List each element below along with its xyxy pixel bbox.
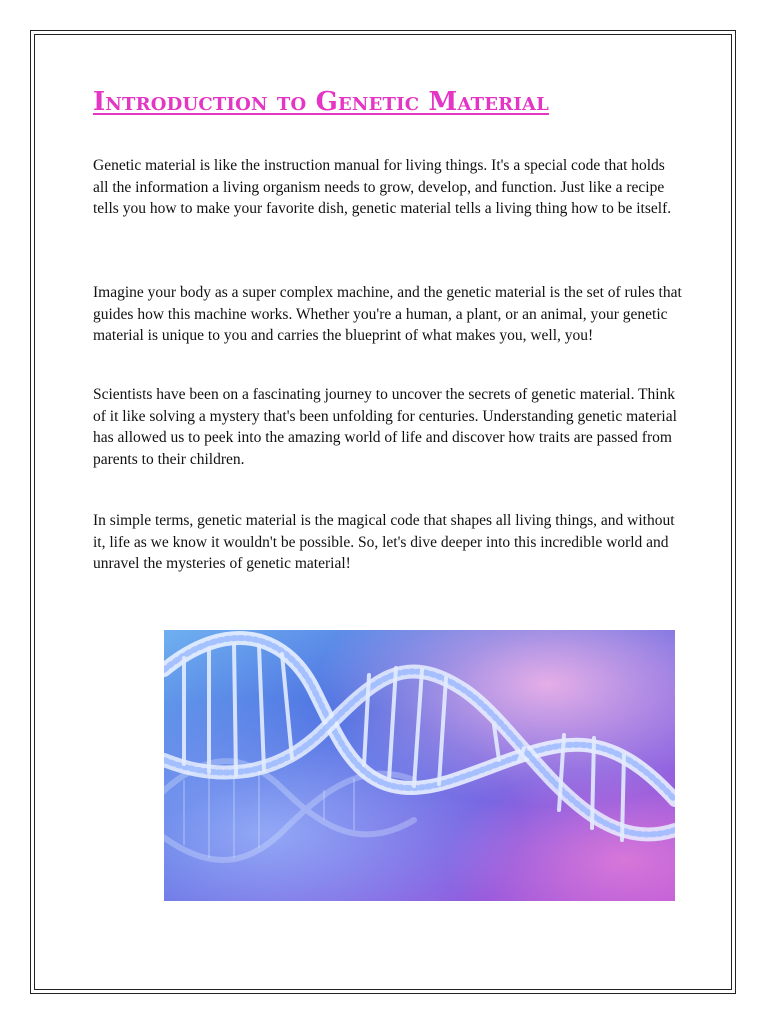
paragraph-1: Genetic material is like the instruction manual for living things. It's a special code that holds all the information a living organism needs to grow, develop, and function. Just like a recipe tells you how to make your favorite dish, genetic material tells a living thing how to be itself. (93, 157, 672, 217)
paragraph-3: Scientists have been on a fascinating journey to uncover the secrets of genetic material. Think of it like solving a mystery that's been unfolding for centuries. Understanding genetic material has allowed us to peek into the amazing world of life and discover how traits are passed from parents to their children. (93, 386, 677, 468)
dna-helix-image (164, 630, 675, 901)
page-title: Introduction to Genetic Material (93, 87, 549, 117)
paragraph-2: Imagine your body as a super complex machine, and the genetic material is the set of rules that guides how this machine works. Whether you're a human, a plant, or an animal, your genetic material is unique to you and carries the blueprint of what makes you, well, you! (93, 284, 682, 344)
dna-helix-icon (164, 630, 675, 901)
paragraph-4: In simple terms, genetic material is the magical code that shapes all living things, and without it, life as we know it wouldn't be possible. So, let's dive deeper into this incredible world and unravel the mysteries of genetic material! (93, 512, 675, 572)
